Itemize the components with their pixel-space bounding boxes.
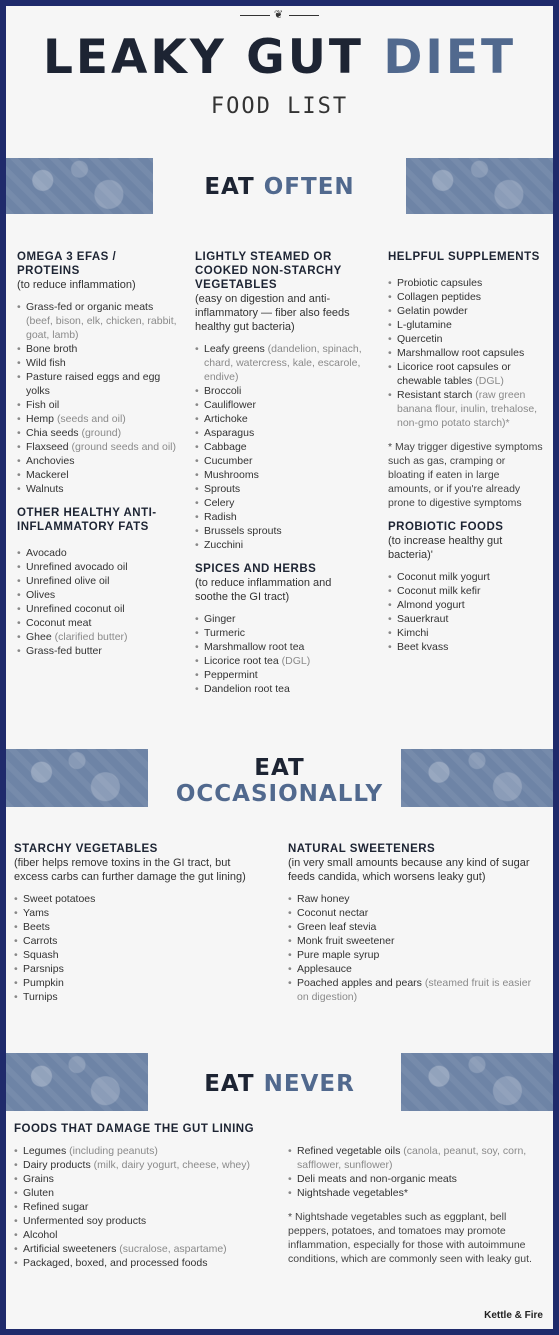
band-eat-often xyxy=(6,158,553,218)
list-item xyxy=(388,304,543,318)
list-item xyxy=(17,616,182,630)
list-item xyxy=(288,948,540,962)
item-text: Licorice root tea xyxy=(204,655,279,667)
item-text: Unrefined olive oil xyxy=(26,575,110,587)
list-item xyxy=(17,370,182,398)
list-item xyxy=(195,682,365,696)
item-text: Almond yogurt xyxy=(397,599,465,611)
item-text: Peppermint xyxy=(204,669,258,681)
list-item xyxy=(288,892,540,906)
title-accent: DIET xyxy=(383,30,517,85)
probiotic-title: PROBIOTIC FOODS xyxy=(388,521,504,533)
list-item xyxy=(17,546,182,560)
item-text: Ghee xyxy=(26,631,52,643)
list-item xyxy=(17,342,182,356)
list-item xyxy=(195,524,365,538)
list-item xyxy=(17,454,182,468)
list-item xyxy=(14,1172,264,1186)
item-text: Monk fruit sweetener xyxy=(297,935,395,947)
list-item xyxy=(14,1242,264,1256)
item-text: Chia seeds xyxy=(26,427,79,439)
item-text: Anchovies xyxy=(26,455,75,467)
list-item xyxy=(195,342,365,384)
item-text: Legumes xyxy=(23,1145,67,1157)
item-note: (DGL) xyxy=(475,375,504,387)
list-item xyxy=(388,598,543,612)
list-item xyxy=(288,906,540,920)
item-note: (beef, bison, elk, chicken, rabbit, goat, lamb) xyxy=(26,315,177,341)
list-item xyxy=(14,1158,264,1172)
item-text: Parsnips xyxy=(23,963,64,975)
list-item xyxy=(14,1200,264,1214)
item-text: Collagen peptides xyxy=(397,291,482,303)
sweeteners-subtitle: (in very small amounts because any kind of sugar feeds candida, which worsens leaky gut) xyxy=(288,857,530,883)
list-item xyxy=(288,1186,538,1200)
ornament: ❦ xyxy=(6,8,553,21)
list-item xyxy=(388,360,543,388)
list-item xyxy=(14,892,254,906)
item-note: (clarified butter) xyxy=(54,631,128,643)
column-never-1 xyxy=(14,1122,264,1280)
item-text: Refined sugar xyxy=(23,1201,89,1213)
list-item xyxy=(14,976,254,990)
item-text: Beet kvass xyxy=(397,641,449,653)
item-text: Mushrooms xyxy=(204,469,259,481)
list-item xyxy=(14,1186,264,1200)
item-text: Grains xyxy=(23,1173,54,1185)
starchy-list xyxy=(14,892,254,1004)
item-text: Turmeric xyxy=(204,627,246,639)
list-item xyxy=(17,300,182,342)
list-item xyxy=(17,412,182,426)
never-title: FOODS THAT DAMAGE THE GUT LINING xyxy=(14,1123,255,1135)
veg-list xyxy=(195,342,365,552)
list-item xyxy=(288,1144,538,1172)
list-item xyxy=(17,574,182,588)
list-item xyxy=(14,934,254,948)
list-item xyxy=(195,640,365,654)
list-item xyxy=(388,276,543,290)
item-note: (dandelion, spinach, chard, watercress, kale, escarole, endive) xyxy=(204,343,362,383)
item-text: Pumpkin xyxy=(23,977,64,989)
list-item xyxy=(17,356,182,370)
item-note: (canola, peanut, soy, corn, safflower, sunflower) xyxy=(297,1145,527,1171)
probiotic-subtitle: (to increase healthy gut bacteria)' xyxy=(388,535,503,561)
title-main: LEAKY GUT xyxy=(42,30,364,85)
item-text: Turnips xyxy=(23,991,58,1003)
item-note: (ground) xyxy=(81,427,122,439)
list-item xyxy=(14,948,254,962)
item-note: (seeds and oil) xyxy=(56,413,126,425)
item-text: L-glutamine xyxy=(397,319,452,331)
list-item xyxy=(17,560,182,574)
list-item xyxy=(195,538,365,552)
list-item xyxy=(288,920,540,934)
item-text: Avocado xyxy=(26,547,67,559)
omega-title: OMEGA 3 EFAS / PROTEINS xyxy=(17,251,117,277)
page-title xyxy=(6,30,553,85)
supplements-footnote: * May trigger digestive symptoms such as gas, cramping or bloating if eaten in large amounts, or if you're already prone to digestive symptoms xyxy=(388,441,543,509)
list-item xyxy=(14,1256,264,1270)
item-text: Hemp xyxy=(26,413,55,425)
item-note: (including peanuts) xyxy=(69,1145,158,1157)
spices-subtitle: (to reduce inflammation and soothe the GI tract) xyxy=(195,577,332,603)
infographic xyxy=(6,6,553,1329)
item-text: Gluten xyxy=(23,1187,54,1199)
starchy-title: STARCHY VEGETABLES xyxy=(14,843,158,855)
list-item xyxy=(14,990,254,1004)
item-text: Applesauce xyxy=(297,963,352,975)
item-text: Ginger xyxy=(204,613,236,625)
item-text: Zucchini xyxy=(204,539,244,551)
list-item xyxy=(17,426,182,440)
list-item xyxy=(195,612,365,626)
list-item xyxy=(388,584,543,598)
list-item xyxy=(14,920,254,934)
list-item xyxy=(388,318,543,332)
list-item xyxy=(195,384,365,398)
item-note: (raw green banana flour, inulin, trehalose, non-gmo potato starch)* xyxy=(397,389,538,429)
column-never-2 xyxy=(288,1144,538,1276)
list-item xyxy=(14,962,254,976)
list-item xyxy=(195,398,365,412)
list-item xyxy=(17,630,182,644)
fats-list xyxy=(17,546,182,658)
section-heading-occasionally: EAT OCCASIONALLY xyxy=(175,755,384,807)
omega-subtitle: (to reduce inflammation) xyxy=(17,279,136,291)
item-text: Probiotic capsules xyxy=(397,277,483,289)
list-item xyxy=(195,626,365,640)
list-item xyxy=(388,570,543,584)
item-text: Marshmallow root tea xyxy=(204,641,305,653)
list-item xyxy=(17,468,182,482)
item-text: Pasture raised eggs and egg yolks xyxy=(26,371,161,397)
item-text: Artificial sweeteners xyxy=(23,1243,117,1255)
never-list-right xyxy=(288,1144,538,1200)
list-item xyxy=(17,398,182,412)
probiotic-list xyxy=(388,570,543,654)
list-item xyxy=(388,332,543,346)
sweeteners-list xyxy=(288,892,540,1004)
item-text: Carrots xyxy=(23,935,58,947)
list-item xyxy=(14,1228,264,1242)
item-note: (DGL) xyxy=(281,655,311,667)
item-text: Artichoke xyxy=(204,413,248,425)
item-text: Deli meats and non-organic meats xyxy=(297,1173,457,1185)
list-item xyxy=(17,588,182,602)
page-subtitle: FOOD LIST xyxy=(210,94,349,119)
spices-list xyxy=(195,612,365,696)
list-item xyxy=(288,976,540,1004)
list-item xyxy=(288,1172,538,1186)
list-item xyxy=(195,482,365,496)
item-text: Grass-fed or organic meats xyxy=(26,301,154,313)
item-text: Quercetin xyxy=(397,333,443,345)
item-text: Brussels sprouts xyxy=(204,525,282,537)
list-item xyxy=(388,290,543,304)
item-text: Kimchi xyxy=(397,627,429,639)
band-eat-occasionally xyxy=(6,749,553,811)
item-note: (milk, dairy yogurt, cheese, whey) xyxy=(93,1159,251,1171)
list-item xyxy=(195,468,365,482)
item-text: Broccoli xyxy=(204,385,242,397)
spices-title: SPICES AND HERBS xyxy=(195,563,317,575)
list-item xyxy=(388,626,543,640)
item-note: (ground seeds and oil) xyxy=(71,441,177,453)
list-item xyxy=(195,454,365,468)
item-text: Bone broth xyxy=(26,343,78,355)
list-item xyxy=(17,440,182,454)
item-note: (sucralose, aspartame) xyxy=(119,1243,227,1255)
brand-logo: Kettle & Fire xyxy=(484,1310,543,1321)
list-item xyxy=(195,654,365,668)
column-often-1 xyxy=(17,250,182,668)
item-text: Unrefined coconut oil xyxy=(26,603,125,615)
item-text: Poached apples and pears xyxy=(297,977,422,989)
item-text: Beets xyxy=(23,921,50,933)
item-text: Olives xyxy=(26,589,56,601)
item-text: Wild fish xyxy=(26,357,66,369)
item-text: Coconut milk yogurt xyxy=(397,571,490,583)
list-item xyxy=(288,962,540,976)
fats-title: OTHER HEALTHY ANTI-INFLAMMATORY FATS xyxy=(17,507,157,533)
item-text: Licorice root capsules or chewable tables xyxy=(397,361,511,387)
list-item xyxy=(195,426,365,440)
item-text: Marshmallow root capsules xyxy=(397,347,525,359)
list-item xyxy=(388,388,543,430)
list-item xyxy=(388,612,543,626)
item-text: Coconut milk kefir xyxy=(397,585,481,597)
item-text: Raw honey xyxy=(297,893,350,905)
list-item xyxy=(17,602,182,616)
list-item xyxy=(288,934,540,948)
band-eat-never xyxy=(6,1053,553,1115)
item-text: Pure maple syrup xyxy=(297,949,380,961)
list-item xyxy=(195,440,365,454)
item-text: Nightshade vegetables* xyxy=(297,1187,408,1199)
list-item xyxy=(195,668,365,682)
nightshade-footnote: * Nightshade vegetables such as eggplant, bell peppers, potatoes, and tomatoes may promote inflammation, especially for those with autoimmune conditions, which are commonly seen with leaky gut. xyxy=(288,1211,532,1265)
column-occasionally-1 xyxy=(14,842,254,1014)
item-text: Refined vegetable oils xyxy=(297,1145,401,1157)
sweeteners-title: NATURAL SWEETENERS xyxy=(288,843,436,855)
item-text: Fish oil xyxy=(26,399,60,411)
column-often-3 xyxy=(388,250,543,664)
item-text: Gelatin powder xyxy=(397,305,468,317)
item-text: Walnuts xyxy=(26,483,64,495)
item-text: Cucumber xyxy=(204,455,253,467)
section-heading-often: EAT OFTEN xyxy=(204,174,355,200)
item-text: Coconut nectar xyxy=(297,907,369,919)
never-list-left xyxy=(14,1144,264,1270)
list-item xyxy=(14,1214,264,1228)
supplements-title: HELPFUL SUPPLEMENTS xyxy=(388,251,540,263)
veg-subtitle: (easy on digestion and anti-inflammatory — fiber also feeds healthy gut bacteria) xyxy=(195,293,350,333)
list-item xyxy=(14,906,254,920)
item-text: Unrefined avocado oil xyxy=(26,561,128,573)
section-heading-never: EAT NEVER xyxy=(204,1071,355,1097)
column-often-2 xyxy=(195,250,365,706)
column-occasionally-2 xyxy=(288,842,540,1014)
item-text: Squash xyxy=(23,949,59,961)
list-item xyxy=(195,496,365,510)
item-text: Resistant starch xyxy=(397,389,473,401)
item-text: Alcohol xyxy=(23,1229,58,1241)
list-item xyxy=(14,1144,264,1158)
list-item xyxy=(388,346,543,360)
list-item xyxy=(195,510,365,524)
item-text: Celery xyxy=(204,497,235,509)
starchy-subtitle: (fiber helps remove toxins in the GI tract, but excess carbs can further damage the gut lining) xyxy=(14,857,246,883)
item-text: Asparagus xyxy=(204,427,255,439)
item-text: Dandelion root tea xyxy=(204,683,290,695)
veg-title: LIGHTLY STEAMED OR COOKED NON-STARCHY VEGETABLES xyxy=(195,251,342,291)
item-text: Mackerel xyxy=(26,469,69,481)
item-text: Dairy products xyxy=(23,1159,91,1171)
supplements-list xyxy=(388,276,543,430)
item-text: Sweet potatoes xyxy=(23,893,96,905)
item-text: Flaxseed xyxy=(26,441,69,453)
omega-list xyxy=(17,300,182,496)
item-text: Coconut meat xyxy=(26,617,92,629)
item-text: Cauliflower xyxy=(204,399,256,411)
item-text: Grass-fed butter xyxy=(26,645,102,657)
item-text: Leafy greens xyxy=(204,343,265,355)
item-text: Radish xyxy=(204,511,237,523)
list-item xyxy=(17,644,182,658)
item-text: Cabbage xyxy=(204,441,247,453)
item-note: (steamed fruit is easier on digestion) xyxy=(297,977,532,1003)
list-item xyxy=(195,412,365,426)
item-text: Sauerkraut xyxy=(397,613,449,625)
list-item xyxy=(17,482,182,496)
item-text: Unfermented soy products xyxy=(23,1215,147,1227)
list-item xyxy=(388,640,543,654)
item-text: Sprouts xyxy=(204,483,241,495)
item-text: Green leaf stevia xyxy=(297,921,377,933)
item-text: Yams xyxy=(23,907,50,919)
item-text: Packaged, boxed, and processed foods xyxy=(23,1257,208,1269)
